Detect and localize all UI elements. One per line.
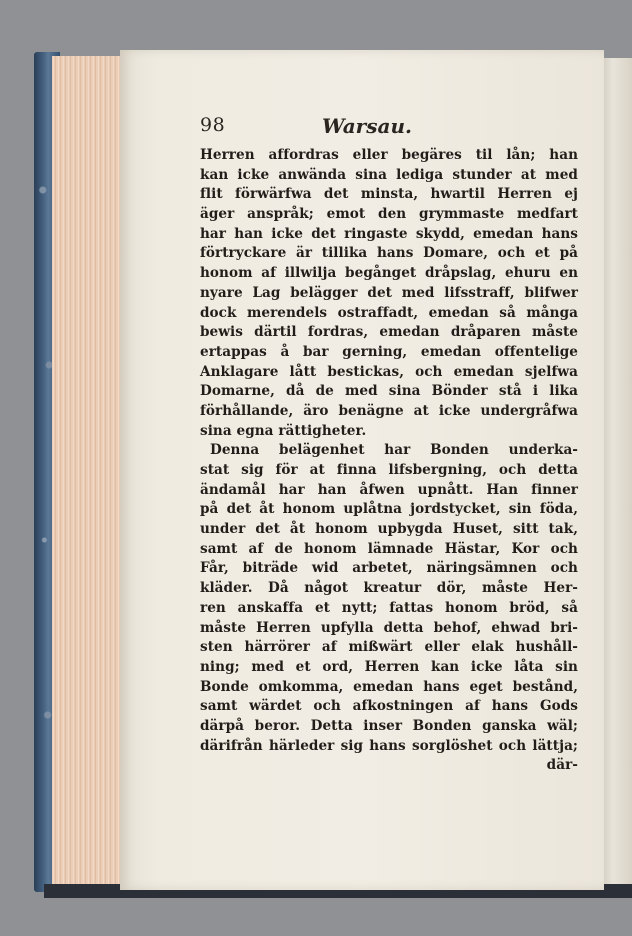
text-line: stat sig för at finna lifsbergning, och detta xyxy=(200,462,578,478)
text-line: har han icke det ringaste skydd, emedan hans xyxy=(200,225,578,242)
text-line: samt af de honom lämnade Hästar, Kor och xyxy=(200,540,578,557)
text-line: förhållande, äro benägne at icke undergråfwa xyxy=(200,402,578,419)
text-line: honom af illwilja begånget dråpslag, ehuru en xyxy=(200,265,578,282)
catchword: där- xyxy=(546,757,578,774)
text-line: ertappas å bar gerning, emedan offentelige xyxy=(200,343,578,360)
text-line: sina egna rättigheter. xyxy=(200,422,367,439)
text-line: nyare Lag belägger det med lifsstraff, blifwer xyxy=(200,284,578,301)
text-line: Domarne, då de med sina Bönder stå i lika xyxy=(200,383,578,400)
text-line: förtryckare är tillika hans Domare, och et på xyxy=(200,245,578,262)
text-line: ning; med et ord, Herren kan icke låta sin xyxy=(200,658,578,675)
text-line: Denna belägenhet har Bonden underka- xyxy=(210,442,578,459)
body-text xyxy=(200,146,578,776)
text-line: kläder. Då något kreatur dör, måste Her- xyxy=(200,580,578,597)
text-line: Anklagare lått bestickas, och emedan sjelfwa xyxy=(200,363,578,380)
text-line: sten härrörer af mißwärt eller elak hushåll- xyxy=(200,639,578,656)
text-line: samt wärdet och afkostningen af hans Gods xyxy=(200,698,578,715)
text-line: dock merendels ostraffadt, emedan så många xyxy=(200,304,578,321)
text-line: kan icke anwända sina lediga stunder at med xyxy=(200,166,578,183)
running-head: Warsau. xyxy=(322,114,412,138)
text-line: därpå beror. Detta inser Bonden ganska wäl; xyxy=(200,717,578,734)
page-stack-edges xyxy=(52,56,123,888)
text-line: måste Herren upfylla detta behof, ehwad bri- xyxy=(200,619,578,636)
text-line: Bonde omkomma, emedan hans eget bestånd, xyxy=(200,678,578,695)
text-line: äger anspråk; emot den grymmaste medfart xyxy=(200,206,578,223)
text-line: därifrån härleder sig hans sorglöshet och lättja; xyxy=(200,737,578,754)
text-line: ren anskaffa et nytt; fattas honom bröd, så xyxy=(200,599,578,616)
text-line: Herren affordras eller begäres til lån; han xyxy=(200,147,578,163)
text-line: ändamål har han åfwen upnått. Han finner xyxy=(200,481,578,498)
text-line: på det åt honom uplåtna jordstycket, sin föda, xyxy=(200,501,578,518)
text-line: bewis därtil fordras, emedan dråparen måste xyxy=(200,324,578,341)
page-header xyxy=(200,114,580,142)
text-line: flit förwärfwa det minsta, hwartil Herren ej xyxy=(200,186,578,203)
page-number: 98 xyxy=(200,114,226,136)
next-page-edge xyxy=(600,58,632,888)
text-line: Får, biträde wid arbetet, näringsämnen och xyxy=(200,560,578,577)
text-line: under det åt honom upbygda Huset, sitt tak, xyxy=(200,521,578,538)
